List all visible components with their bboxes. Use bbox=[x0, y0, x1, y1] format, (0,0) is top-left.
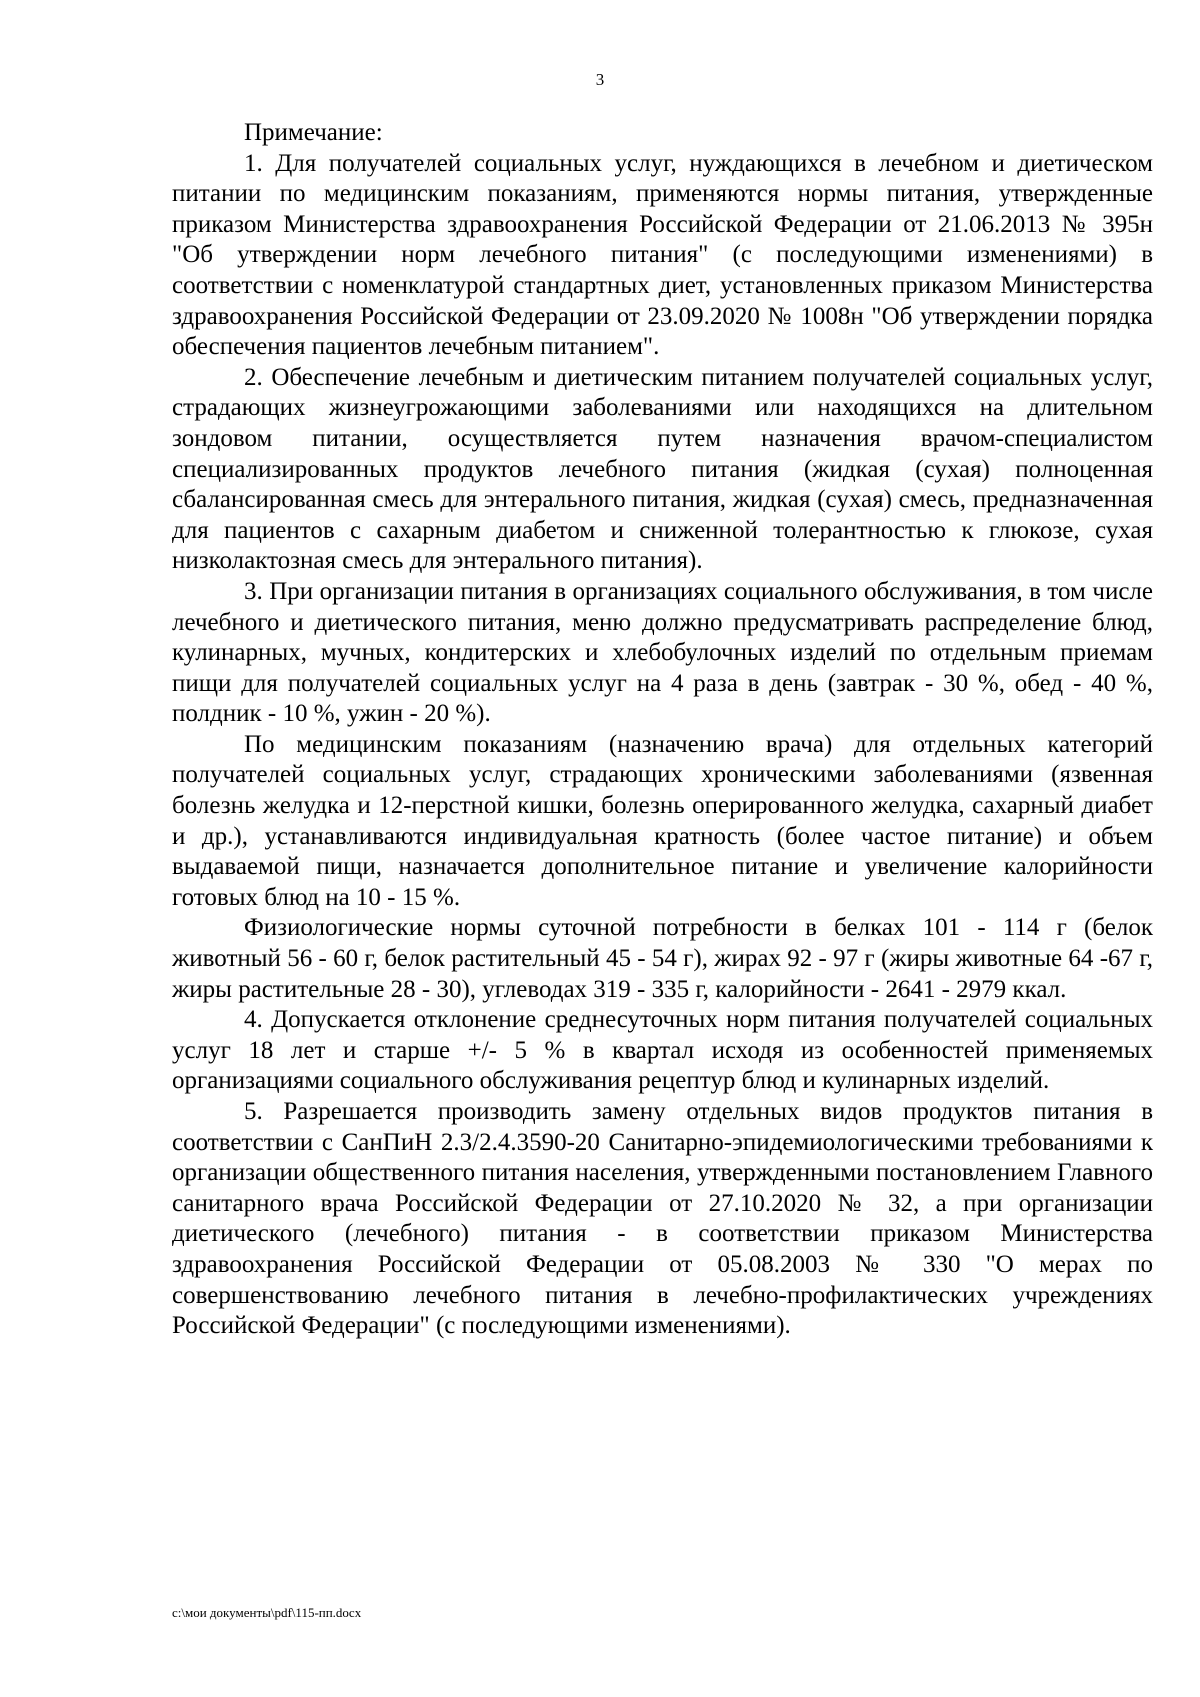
page-number: 3 bbox=[595, 70, 605, 89]
note-item-3-norms: Физиологические нормы суточной потребности в белках 101 - 114 г (белок животный 56 - 60 г, белок растительный 45 - 54 г), жирах 92 - 97 г (жиры животные 64 -67 г, жиры растительные 28 - 30), углеводах 319 - 335 г, калорийности - 2641 - 2979 ккал. bbox=[172, 914, 1153, 1003]
note-item-3: 3. При организации питания в организациях социального обслуживания, в том числе лечебного и диетического питания, меню должно предусматривать распределение блюд, кулинарных, мучных, кондитерских и хлебобулочных изделий по отдельным приемам пищи для получателей социальных услуг на 4 раза в день (завтрак - 30 %, обед - 40 %, полдник - 10 %, ужин - 20 %). bbox=[172, 577, 1153, 728]
note-title: Примечание: bbox=[244, 119, 383, 146]
note-item-4: 4. Допускается отклонение среднесуточных норм питания получателей социальных услуг 18 лет и старше +/- 5 % в квартал исходя из особенностей применяемых организациями социального обслуживания рецептур блюд и кулинарных изделий. bbox=[172, 1006, 1153, 1095]
note-item-3-medical: По медицинским показаниям (назначению врача) для отдельных категорий получателей социальных услуг, страдающих хроническими заболеваниями (язвенная болезнь желудка и 12-перстной кишки, болезнь оперированного желудка, сахарный диабет и др.), устанавливаются индивидуальная кратность (более частое питание) и объем выдаваемой пищи, назначается дополнительное питание и увеличение калорийности готовых блюд на 10 - 15 %. bbox=[172, 730, 1153, 911]
document-body bbox=[172, 118, 1153, 1342]
note-item-2: 2. Обеспечение лечебным и диетическим питанием получателей социальных услуг, страдающих жизнеугрожающими заболеваниями или находящихся на длительном зондовом питании, осуществляется путем назначения врачом-специалистом специализированных продуктов лечебного питания (жидкая (сухая) полноценная сбалансированная смесь для энтерального питания, жидкая (сухая) смесь, предназначенная для пациентов с сахарным диабетом и сниженной толерантностью к глюкозе, сухая низколактозная смесь для энтерального питания). bbox=[172, 363, 1153, 575]
note-item-5: 5. Разрешается производить замену отдельных видов продуктов питания в соответствии с СанПиН 2.3/2.4.3590-20 Санитарно-эпидемиологическими требованиями к организации общественного питания населения, утвержденными постановлением Главного санитарного врача Российской Федерации от 27.10.2020 № 32, а при организации диетического (лечебного) питания - в соответствии приказом Министерства здравоохранения Российской Федерации от 05.08.2003 № 330 "О мерах по совершенствованию лечебного питания в лечебно-профилактических учреждениях Российской Федерации" (с последующими изменениями). bbox=[172, 1098, 1153, 1340]
footer-file-path: c:\мои документы\pdf\115-пп.docx bbox=[172, 1605, 362, 1620]
note-item-1: 1. Для получателей социальных услуг, нуждающихся в лечебном и диетическом питании по медицинским показаниям, применяются нормы питания, утвержденные приказом Министерства здравоохранения Российской Федерации от 21.06.2013 № 395н "Об утверждении норм лечебного питания" (с последующими изменениями) в соответствии с номенклатурой стандартных диет, установленных приказом Министерства здравоохранения Российской Федерации от 23.09.2020 № 1008н "Об утверждении порядка обеспечения пациентов лечебным питанием". bbox=[172, 149, 1153, 361]
